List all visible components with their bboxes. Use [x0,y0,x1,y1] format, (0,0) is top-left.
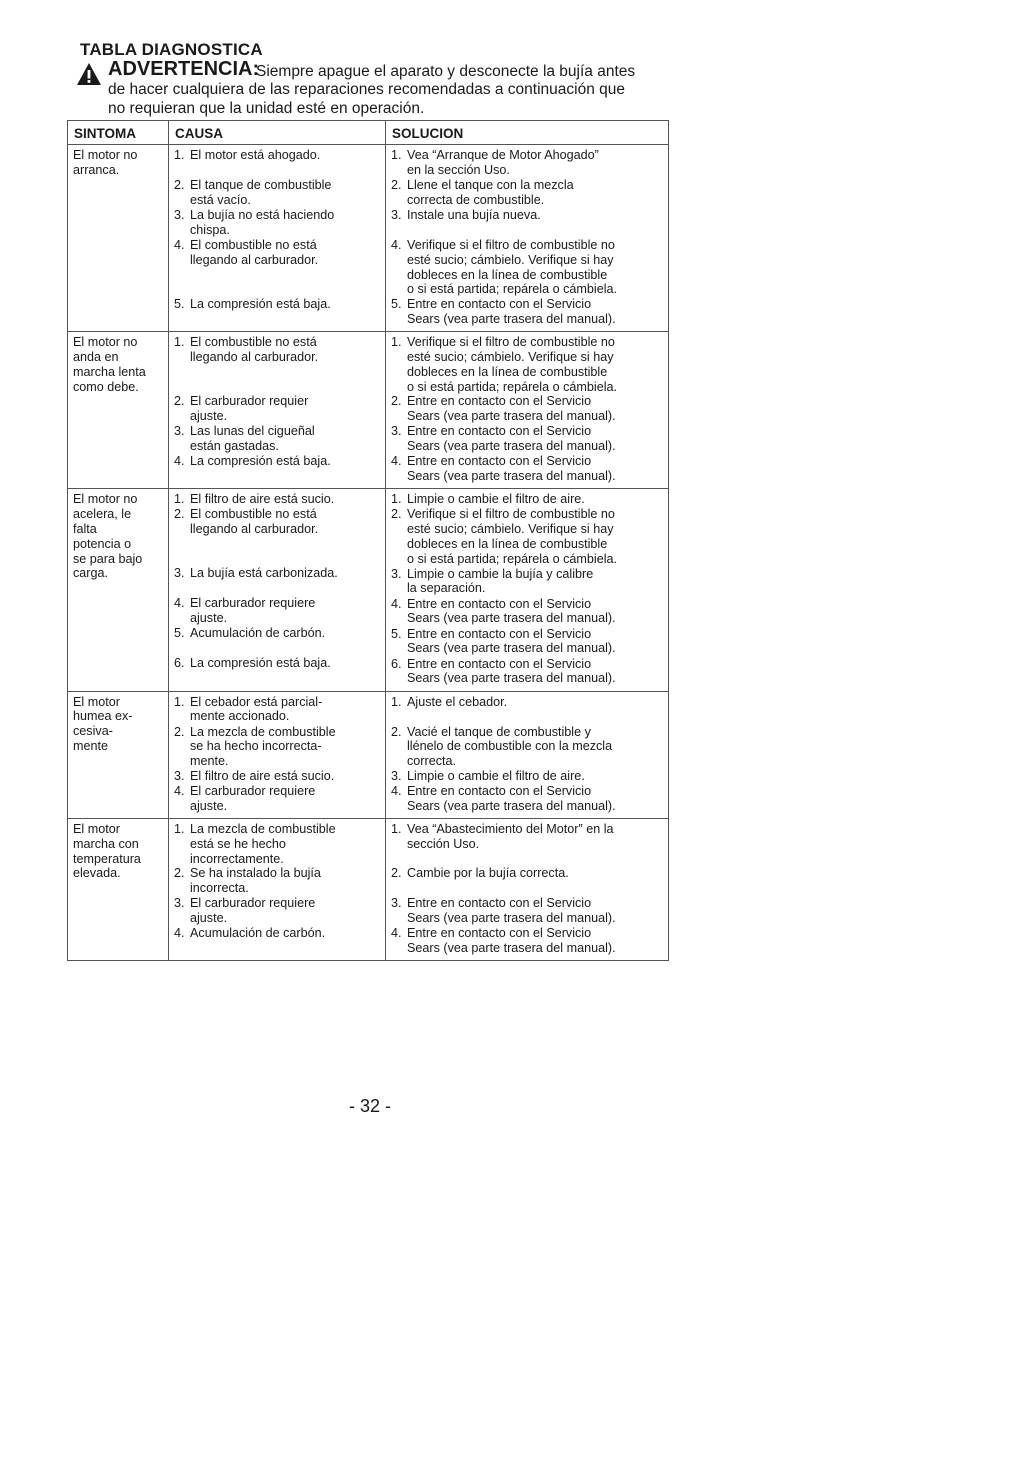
solution-item [391,335,664,394]
item-text: Entre en contacto con el Servicio Sears (vea parte trasera del manual). [407,895,616,925]
item-text: Entre en contacto con el Servicio Sears (vea parte trasera del manual). [407,454,616,484]
cause-cell [169,691,386,818]
cause-item [174,725,381,769]
solution-item [391,178,664,208]
cause-item [174,297,381,327]
item-text: Entre en contacto con el Servicio Sears (vea parte trasera del manual). [407,424,616,454]
warning-text-rest: de hacer cualquiera de las reparaciones recomendadas a continuación que no requieran que la unidad esté en operación. [108,81,626,117]
solution-item [391,394,664,424]
item-number: 2. [174,178,185,192]
item-text: Se ha instalado la bujía incorrecta. [190,866,321,896]
item-text: La bujía está carbonizada. [190,566,338,581]
cause-item [174,695,381,725]
solution-item [391,657,664,687]
cause-item [174,596,381,626]
item-number: 1. [391,492,402,507]
item-text: La compresión está baja. [190,454,331,469]
item-number: 4. [174,783,185,798]
item-text: El combustible no está llegando al carburador. [190,507,319,537]
item-text: La compresión está baja. [190,297,331,311]
solution-item [391,148,664,178]
cause-item [174,566,381,596]
item-text: Acumulación de carbón. [190,626,326,641]
cause-item [174,238,381,297]
table-row [68,489,669,691]
diagnostic-table [67,120,669,961]
item-number: 1. [174,821,185,836]
item-number: 1. [174,148,185,162]
solution-item [391,597,664,627]
cause-item [174,656,381,686]
cause-item [174,208,381,238]
item-text: El carburador requiere ajuste. [190,596,316,626]
item-text: Las lunas del cigueñal están gastadas. [190,424,315,453]
solution-item [391,424,664,454]
item-text: El carburador requier ajuste. [190,394,309,423]
item-text: El carburador requiere ajuste. [190,783,316,813]
item-number: 1. [174,335,185,350]
item-number: 4. [174,238,185,252]
cause-item [174,822,381,866]
solution-item [391,567,664,597]
item-text: Entre en contacto con el Servicio Sears (vea parte trasera del manual). [407,626,616,656]
item-text: El cebador está parcial- mente accionado. [190,694,323,724]
item-text: Entre en contacto con el Servicio Sears (vea parte trasera del manual). [407,925,616,955]
solution-item [391,822,664,866]
item-text: Verifique si el filtro de combustible no esté sucio; cámbielo. Verifique si hay dobleces en la línea de combustible o si está partida; repárela o cámbiela. [407,238,618,297]
header-causa: CAUSA [169,121,386,145]
cause-item [174,507,381,566]
solution-cell [386,691,669,818]
item-number: 2. [174,866,185,881]
item-number: 1. [391,335,402,350]
item-number: 3. [174,768,185,783]
solution-item [391,492,664,507]
item-number: 4. [391,454,402,469]
solution-item [391,896,664,926]
solution-cell [386,145,669,332]
item-text: Llene el tanque con la mezcla correcta de combustible. [407,178,574,207]
solution-item [391,238,664,297]
item-number: 2. [391,394,402,409]
cause-item [174,866,381,896]
cause-item [174,784,381,814]
header-sintoma: SINTOMA [68,121,169,145]
item-number: 3. [174,566,185,581]
item-number: 1. [174,492,185,507]
header-solucion: SOLUCION [386,121,669,145]
item-text: Acumulación de carbón. [190,926,326,941]
item-text: El combustible no está llegando al carburador. [190,335,319,364]
solution-item [391,454,664,484]
item-number: 3. [391,424,402,439]
item-number: 3. [391,566,402,581]
item-text: La compresión está baja. [190,656,331,671]
item-number: 2. [174,724,185,739]
cause-item [174,454,381,484]
item-text: Cambie por la bujía correcta. [407,865,569,880]
symptom-cell: El motor marcha con temperatura elevada. [68,818,169,960]
item-number: 1. [174,694,185,709]
solution-item [391,297,664,327]
item-number: 4. [174,454,185,469]
page-title: TABLA DIAGNOSTICA [80,40,263,59]
warning-triangle-icon [76,62,102,86]
symptom-cell: El motor no acelera, le falta potencia o se para bajo carga. [68,489,169,691]
solution-item [391,926,664,956]
cause-item [174,424,381,454]
item-number: 4. [391,596,402,611]
warning-label: ADVERTENCIA: [108,58,260,80]
solution-cell [386,332,669,489]
table-row [68,145,669,332]
item-number: 2. [391,178,402,192]
item-number: 2. [391,507,402,522]
cause-item [174,926,381,956]
item-number: 6. [391,656,402,671]
item-text: Entre en contacto con el Servicio Sears (vea parte trasera del manual). [407,297,616,326]
item-number: 3. [174,208,185,222]
item-text: Instale una bujía nueva. [407,208,541,222]
cause-cell [169,332,386,489]
item-number: 5. [174,297,185,311]
item-text: El carburador requiere ajuste. [190,896,316,926]
solution-cell [386,818,669,960]
cause-item [174,394,381,424]
item-number: 2. [391,724,402,739]
solution-item [391,769,664,784]
cause-item [174,492,381,507]
item-number: 4. [391,238,402,252]
item-number: 1. [391,148,402,162]
item-text: El combustible no está llegando al carburador. [190,238,319,267]
item-text: Vea “Abastecimiento del Motor” en la sección Uso. [407,821,614,851]
item-number: 4. [391,783,402,798]
item-text: Entre en contacto con el Servicio Sears (vea parte trasera del manual). [407,596,616,626]
cause-item [174,769,381,784]
table-row [68,818,669,960]
item-text: Limpie o cambie el filtro de aire. [407,492,585,507]
solution-item [391,507,664,566]
item-number: 5. [391,297,402,312]
item-number: 2. [391,865,402,880]
item-number: 5. [391,626,402,641]
item-number: 3. [391,895,402,910]
cause-item [174,626,381,656]
cause-item [174,148,381,178]
item-number: 1. [391,821,402,836]
item-number: 2. [174,394,185,409]
item-number: 6. [174,656,185,671]
item-text: Entre en contacto con el Servicio Sears (vea parte trasera del manual). [407,656,616,686]
symptom-cell: El motor no arranca. [68,145,169,332]
solution-item [391,627,664,657]
item-text: Limpie o cambie el filtro de aire. [407,768,585,783]
cause-cell [169,145,386,332]
item-text: El tanque de combustible está vacío. [190,178,332,207]
item-text: Limpie o cambie la bujía y calibre la separación. [407,566,594,596]
solution-item [391,784,664,814]
cause-item [174,335,381,394]
item-number: 3. [391,768,402,783]
item-number: 3. [174,424,185,439]
item-text: Vea “Arranque de Motor Ahogado” en la sección Uso. [407,148,599,177]
item-text: La mezcla de combustible está se he hecho incorrectamente. [190,821,336,866]
item-number: 4. [174,926,185,941]
solution-cell [386,489,669,691]
cause-item [174,178,381,208]
table-row [68,332,669,489]
item-text: El motor está ahogado. [190,148,321,162]
item-number: 4. [391,925,402,940]
item-text: Vacié el tanque de combustible y llénelo de combustible con la mezcla correcta. [407,724,613,769]
solution-item [391,695,664,725]
item-text: El filtro de aire está sucio. [190,492,335,507]
item-text: Verifique si el filtro de combustible no esté sucio; cámbielo. Verifique si hay dobleces en la línea de combustible o si está partida; repárela o cámbiela. [407,335,618,394]
item-text: La mezcla de combustible se ha hecho incorrecta- mente. [190,724,336,769]
cause-item [174,896,381,926]
item-text: El filtro de aire está sucio. [190,768,335,783]
item-text: La bujía no está haciendo chispa. [190,208,335,237]
item-text: Ajuste el cebador. [407,694,508,709]
solution-item [391,208,664,238]
item-number: 5. [174,626,185,641]
table-header-row [68,121,669,145]
item-number: 3. [174,896,185,911]
page-number: - 32 - [348,1096,391,1116]
symptom-cell: El motor humea ex- cesiva- mente [68,691,169,818]
warning-text-line1: Siempre apague el aparato y desconecte la bujía antes [256,63,636,80]
symptom-cell: El motor no anda en marcha lenta como debe. [68,332,169,489]
item-number: 2. [174,507,185,522]
item-number: 3. [391,208,402,222]
solution-item [391,866,664,896]
item-text: Entre en contacto con el Servicio Sears (vea parte trasera del manual). [407,783,616,813]
item-text: Entre en contacto con el Servicio Sears (vea parte trasera del manual). [407,394,616,424]
table-row [68,691,669,818]
cause-cell [169,489,386,691]
item-number: 4. [174,596,185,611]
solution-item [391,725,664,769]
cause-cell [169,818,386,960]
item-text: Verifique si el filtro de combustible no esté sucio; cámbielo. Verifique si hay dobleces en la línea de combustible o si está partida; repárela o cámbiela. [407,507,618,566]
item-number: 1. [391,694,402,709]
